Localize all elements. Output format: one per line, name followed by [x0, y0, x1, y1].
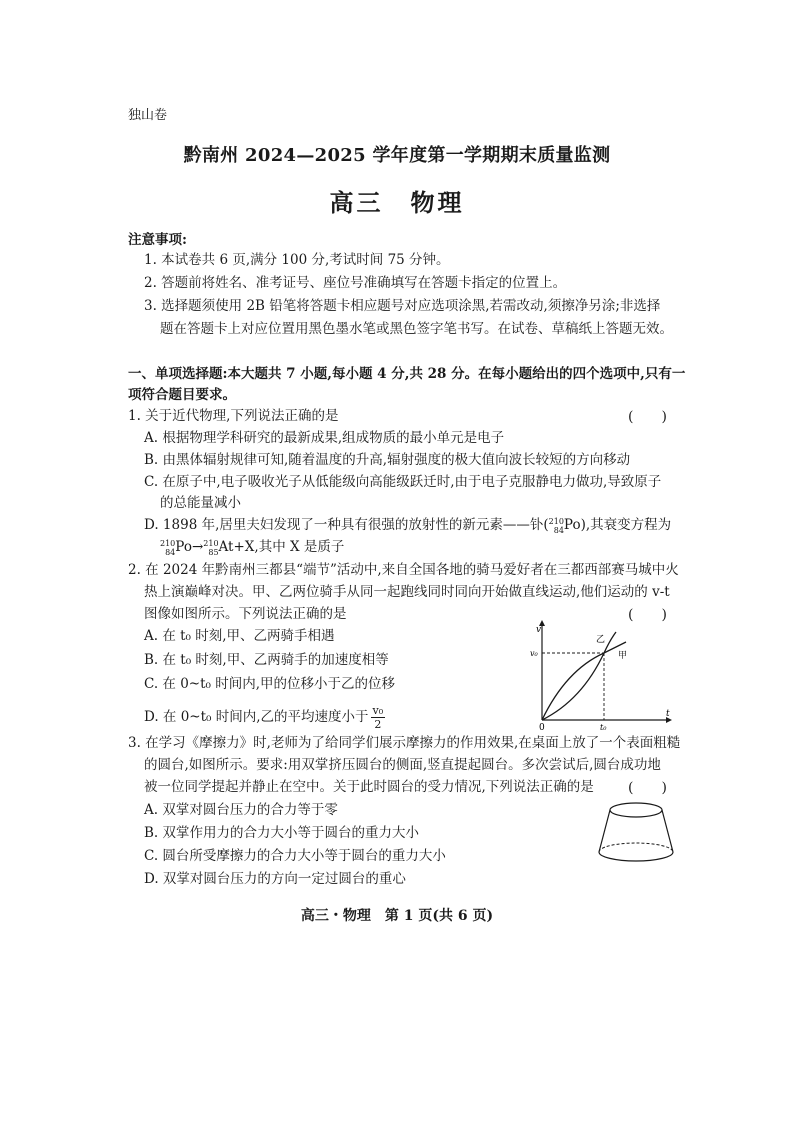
frustum-figure [596, 800, 676, 866]
q1-option-d: D. 1898 年,居里夫妇发现了一种具有很强的放射性的新元素——钋(210 84Po),其衰变方程为 [144, 516, 672, 535]
exam-subject: 高三 物理 [329, 188, 465, 217]
q2-option-a: A. 在 t₀ 时刻,甲、乙两骑手相遇 [144, 628, 335, 644]
exam-title: 黔南州 2024—2025 学年度第一学期期末质量监测 [183, 145, 611, 166]
frustum-bottom-front [599, 852, 673, 861]
section-heading-cont: 项符合题目要求。 [128, 387, 236, 403]
q1-option-c: C. 在原子中,电子吸收光子从低能级向高能级跃迁时,由于电子克服静电力做功,导致原子 [144, 474, 662, 490]
curve-jia-label: 甲 [618, 651, 628, 661]
q1-answer-paren: ( ) [628, 409, 667, 425]
curve-yi [542, 632, 616, 720]
q3-option-c: C. 圆台所受摩擦力的合力大小等于圆台的重力大小 [144, 848, 446, 864]
q2-stem-line3: 图像如图所示。下列说法正确的是 [144, 606, 347, 622]
page-footer: 高三・物理 第 1 页(共 6 页) [300, 908, 494, 924]
v0-label: v₀ [530, 649, 538, 658]
notice-heading: 注意事项: [128, 232, 187, 248]
q3-option-d: D. 双掌对圆台压力的方向一定过圆台的重心 [144, 871, 406, 887]
q3-option-b: B. 双掌作用力的合力大小等于圆台的重力大小 [144, 825, 420, 841]
q2-stem-line2: 热上演巅峰对决。甲、乙两位骑手从同一起跑线同时同向开始做直线运动,他们运动的 v-t [144, 584, 670, 600]
curve-yi-label: 乙 [596, 635, 606, 645]
notice-item: 1. 本试卷共 6 页,满分 100 分,考试时间 75 分钟。 [144, 252, 450, 268]
q2-answer-paren: ( ) [628, 607, 667, 623]
v-axis-label: v [536, 625, 542, 635]
q1-option-b: B. 由黑体辐射规律可知,随着温度的升高,辐射强度的极大值向波长较短的方向移动 [144, 452, 631, 468]
q1-option-c-cont: 的总能量减小 [160, 495, 241, 511]
q2-stem-line1: 2. 在 2024 年黔南州三都县“端节”活动中,来自全国各地的骑马爱好者在三都西部赛马城中火 [128, 562, 679, 578]
q1-option-a: A. 根据物理学科研究的最新成果,组成物质的最小单元是电子 [144, 430, 505, 446]
q2-option-b: B. 在 t₀ 时刻,甲、乙两骑手的加速度相等 [144, 652, 389, 668]
q2-option-d: D. 在 0~t₀ 时间内,乙的平均速度小于 $\frac{\text{v₀}}{2}$ [144, 704, 384, 731]
q3-answer-paren: ( ) [628, 780, 667, 796]
q3-option-a: A. 双掌对圆台压力的合力等于零 [144, 802, 338, 818]
notice-item: 题在答题卡上对应位置用黑色墨水笔或黑色签字笔书写。在试卷、草稿纸上答题无效。 [160, 321, 673, 337]
q3-stem-line2: 的圆台,如图所示。要求:用双掌挤压圆台的侧面,竖直提起圆台。多次尝试后,圆台成功地 [144, 757, 661, 773]
q3-stem-line1: 3. 在学习《摩擦力》时,老师为了给同学们展示摩擦力的作用效果,在桌面上放了一个表面粗糙 [128, 735, 681, 751]
t0-label: t₀ [600, 723, 607, 730]
q3-stem-line3: 被一位同学提起并静止在空中。关于此时圆台的受力情况,下列说法正确的是 [144, 779, 594, 795]
curve-jia [542, 642, 626, 720]
section-heading: 一、单项选择题:本大题共 7 小题,每小题 4 分,共 28 分。在每小题给出的四个选项中,只有一 [128, 366, 686, 382]
t-axis-label: t [666, 709, 670, 719]
q1-option-d-equation: 210 84Po→210 85At+X,其中 X 是质子 [160, 538, 345, 557]
notice-item: 2. 答题前将姓名、准考证号、座位号准确填写在答题卡指定的位置上。 [144, 275, 567, 291]
q2-option-c: C. 在 0~t₀ 时间内,甲的位移小于乙的位移 [144, 676, 396, 692]
origin-label: 0 [539, 723, 545, 730]
notice-item: 3. 选择题须使用 2B 铅笔将答题卡相应题号对应选项涂黑,若需改动,须擦净另涂;非选择 [144, 298, 661, 314]
frustum-bottom-back [599, 843, 673, 852]
vt-graph [530, 620, 672, 730]
frustum-top-rim [610, 803, 662, 817]
exam-tag: 独山卷 [128, 108, 168, 123]
q1-stem: 1. 关于近代物理,下列说法正确的是 [128, 408, 339, 424]
